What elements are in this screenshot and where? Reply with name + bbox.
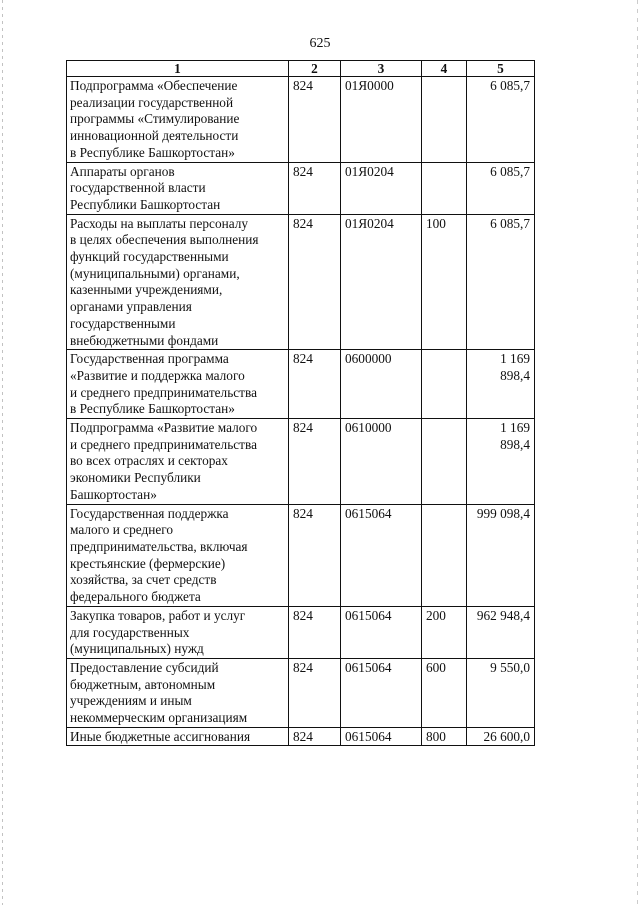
- row-name-cell: Иные бюджетные ассигнования: [67, 727, 289, 746]
- row-name-cell: Предоставление субсидий бюджетным, автономным учреждениям и иным некоммерческим организациям: [67, 658, 289, 727]
- table-header-row: [67, 61, 535, 77]
- row-ministry-cell: 824: [289, 727, 341, 746]
- row-type-cell: [422, 350, 467, 419]
- table-row: [67, 606, 535, 658]
- row-amount-cell: 6 085,7: [467, 77, 535, 163]
- table-row: [67, 419, 535, 505]
- header-col-5: 5: [467, 61, 535, 77]
- row-amount-cell: 1 169 898,4: [467, 419, 535, 505]
- row-type-cell: 600: [422, 658, 467, 727]
- row-ministry-cell: 824: [289, 162, 341, 214]
- row-amount-cell: 6 085,7: [467, 162, 535, 214]
- page-number: 625: [309, 36, 331, 51]
- row-amount-cell: 1 169 898,4: [467, 350, 535, 419]
- row-target-cell: 0615064: [341, 658, 422, 727]
- table-row: [67, 658, 535, 727]
- table-row: [67, 727, 535, 746]
- row-ministry-cell: 824: [289, 77, 341, 163]
- row-ministry-cell: 824: [289, 214, 341, 350]
- row-type-cell: 100: [422, 214, 467, 350]
- row-target-cell: 01Я0204: [341, 162, 422, 214]
- budget-table: [66, 60, 535, 746]
- header-col-2: 2: [289, 61, 341, 77]
- table-row: [67, 504, 535, 606]
- row-name-cell: Подпрограмма «Развитие малого и среднего предпринимательства во всех отраслях и секторах экономики Республики Башкортостан»: [67, 419, 289, 505]
- row-type-cell: 800: [422, 727, 467, 746]
- row-ministry-cell: 824: [289, 658, 341, 727]
- row-name-cell: Подпрограмма «Обеспечение реализации государственной программы «Стимулирование инновационной деятельности в Республике Башкортостан»: [67, 77, 289, 163]
- row-target-cell: 01Я0204: [341, 214, 422, 350]
- header-col-1: 1: [67, 61, 289, 77]
- row-type-cell: [422, 162, 467, 214]
- scan-edge-right: [637, 0, 638, 905]
- row-target-cell: 0600000: [341, 350, 422, 419]
- row-type-cell: 200: [422, 606, 467, 658]
- header-col-3: 3: [341, 61, 422, 77]
- row-ministry-cell: 824: [289, 350, 341, 419]
- table-row: [67, 350, 535, 419]
- row-ministry-cell: 824: [289, 419, 341, 505]
- row-ministry-cell: 824: [289, 504, 341, 606]
- row-target-cell: 01Я0000: [341, 77, 422, 163]
- row-type-cell: [422, 77, 467, 163]
- row-target-cell: 0615064: [341, 606, 422, 658]
- header-col-4: 4: [422, 61, 467, 77]
- row-amount-cell: 6 085,7: [467, 214, 535, 350]
- scan-edge-left: [2, 0, 3, 905]
- row-target-cell: 0615064: [341, 504, 422, 606]
- row-amount-cell: 962 948,4: [467, 606, 535, 658]
- row-type-cell: [422, 419, 467, 505]
- row-name-cell: Государственная программа «Развитие и поддержка малого и среднего предпринимательства в Республике Башкортостан»: [67, 350, 289, 419]
- row-ministry-cell: 824: [289, 606, 341, 658]
- table-row: [67, 162, 535, 214]
- row-amount-cell: 9 550,0: [467, 658, 535, 727]
- row-amount-cell: 999 098,4: [467, 504, 535, 606]
- row-target-cell: 0610000: [341, 419, 422, 505]
- row-name-cell: Государственная поддержка малого и среднего предпринимательства, включая крестьянские (фермерские) хозяйства, за счет средств федерального бюджета: [67, 504, 289, 606]
- row-name-cell: Закупка товаров, работ и услуг для государственных (муниципальных) нужд: [67, 606, 289, 658]
- table-row: [67, 214, 535, 350]
- row-name-cell: Расходы на выплаты персоналу в целях обеспечения выполнения функций государственными (муниципальными) органами, казенными учреждениями, органами управления государственными внебюджетными фондами: [67, 214, 289, 350]
- row-name-cell: Аппараты органов государственной власти Республики Башкортостан: [67, 162, 289, 214]
- row-type-cell: [422, 504, 467, 606]
- row-amount-cell: 26 600,0: [467, 727, 535, 746]
- table-row: [67, 77, 535, 163]
- row-target-cell: 0615064: [341, 727, 422, 746]
